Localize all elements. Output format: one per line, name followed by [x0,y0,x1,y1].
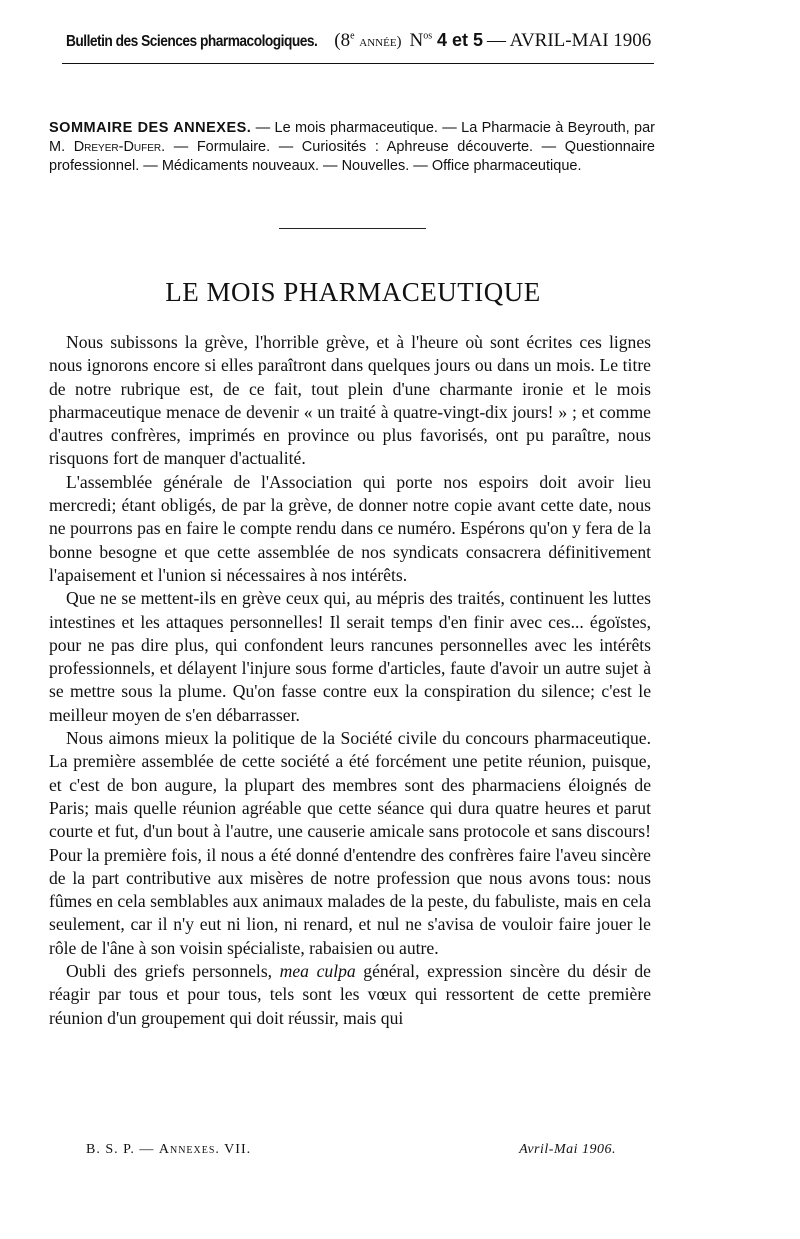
paragraph: L'assemblée générale de l'Association qui porte nos espoirs doit avoir lieu mercredi; étant obligés, de par la grève, de donner notre copie avant cette date, nous ne pourrons pas en faire le compte rendu dans ce numéro. Espérons qu'on y fera de la bonne besogne et que cette assemblée de nos syndicats consacrera définitivement l'apaisement et l'union si nécessaires à nos intérêts. [49,471,651,585]
article-title: LE MOIS PHARMACEUTIQUE [165,277,541,307]
running-header [66,30,654,60]
year-of-publication: (8e année) [334,30,402,51]
header-rule [62,63,654,64]
author-name: Dreyer-Dufer [73,139,162,155]
table-of-contents-title: SOMMAIRE DES ANNEXES. [49,120,252,136]
page-footer [86,1142,616,1158]
paragraph: Que ne se mettent-ils en grève ceux qui, au mépris des traités, continuent les luttes intestines et les attaques personnelles! Il serait temps d'en finir avec ces... égoïstes, pour ne pas dire plus, qui confondent leurs rancunes personnelles avec les intérêts professionnels, et délayent l'injure sous forme d'articles, faute d'avoir un autre sujet à se mettre sous la plume. Qu'on fasse contre eux la conspiration du silence; c'est le meilleur moyen de s'en débarrasser. [49,588,651,725]
issue-date: — AVRIL-MAI 1906 [486,30,652,51]
journal-title: Bulletin des Sciences pharmacologiques. [66,33,318,50]
paragraph: Nous aimons mieux la politique de la Société civile du concours pharmaceutique. La première assemblée de cette société a été forcément une petite réunion, puisque, et c'est de bon augure, la plupart des membres sont des pharmaciens éloignés de Paris; mais quelle réunion agréable que cette séance qui dura quatre heures et parut courte et fut, d'un bout à l'autre, une causerie amicale sans protocole et sans discours! Pour la première fois, il nous a été donné d'entendre des confrères faire l'aveu sincère de la part contributive aux misères de notre profession que nous avons tous: nous fûmes en cela semblables aux animaux malades de la peste, du fabuliste, mais en cela seulement, car il n'y eut ni lion, ni renard, et nul ne s'avisa de vouloir faire jouer le rôle de l'âne à son voisin spécialiste, rabaisien ou autre. [49,728,651,958]
article-body [49,331,651,1030]
paragraph: Nous subissons la grève, l'horrible grève, et à l'heure où sont écrites ces lignes nous ignorons encore si elles paraîtront dans quelques jours ou dans un mois. Le titre de notre rubrique est, de ce fait, tout plein d'une charmante ironie et le mois pharmaceutique menace de devenir « un traité à quatre-vingt-dix jours! » ; et comme d'autres confrères, imprimés en province ou plus favorisés, ont pu paraître, nous risquons fort de manquer d'actualité. [49,332,651,469]
issue-numbers: $N^{os}$ 4 et 5 [409,30,483,51]
table-of-contents: SOMMAIRE DES ANNEXES. — Le mois pharmaceutique. — La Pharmacie à Beyrouth, par M. Dreyer-Dufer. — Formulaire. — Curiosités : Aphreuse découverte. — Questionnaire professionnel. — Médicaments nouveaux. — Nouvelles. — Office pharmaceutique. [49,120,656,174]
paragraph: Oubli des griefs personnels, mea culpa général, expression sincère du désir de réagir par tous et pour tous, tels sont les vœux qui ressortent de cette première réunion d'un groupement qui doit réussir, mais qui [49,961,651,1028]
footer-reference: B. S. P. — Annexes. VII. [86,1142,252,1157]
section-divider [279,228,426,229]
footer-date: Avril-Mai 1906. [519,1142,616,1157]
